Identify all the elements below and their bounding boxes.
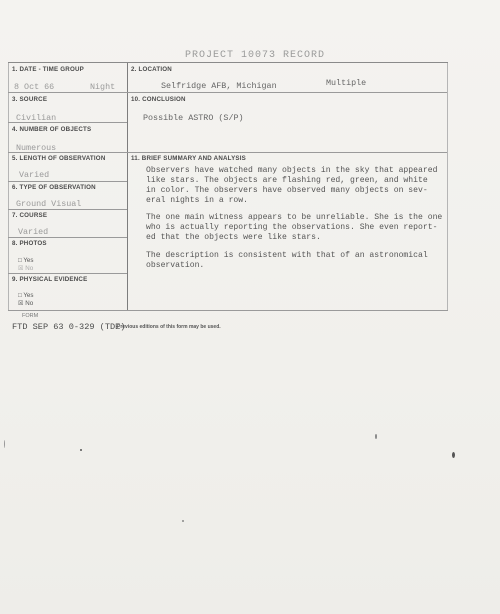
summary-line: The description is consistent with that of an astronomical xyxy=(146,251,428,260)
rule xyxy=(8,310,448,311)
rule xyxy=(8,92,127,93)
scan-speck xyxy=(4,440,5,448)
physical-yes-checkbox: □ Yes xyxy=(18,292,34,299)
summary-line: like stars. The objects are flashing red, green, and white xyxy=(146,176,428,185)
rule xyxy=(8,181,127,182)
scan-speck xyxy=(80,449,82,451)
type-value: Ground Visual xyxy=(16,199,82,209)
type-label: 6. TYPE OF OBSERVATION xyxy=(12,184,96,191)
rule xyxy=(8,273,127,274)
footer-form-code: FTD SEP 63 0-329 (TDE) xyxy=(12,322,126,332)
photos-yes-checkbox: □ Yes xyxy=(18,257,34,264)
footer-form-label: FORM xyxy=(22,313,39,319)
rule xyxy=(127,92,447,93)
course-label: 7. COURSE xyxy=(12,212,48,219)
objects-label: 4. NUMBER OF OBJECTS xyxy=(12,126,92,133)
length-value: Varied xyxy=(19,170,50,180)
summary-line: Observers have watched many objects in the sky that appeared xyxy=(146,166,438,175)
summary-line: ed that the objects were like stars. xyxy=(146,233,321,242)
right-border xyxy=(447,63,448,310)
photos-label: 8. PHOTOS xyxy=(12,240,47,247)
physical-evidence-label: 9. PHYSICAL EVIDENCE xyxy=(12,276,88,283)
objects-value: Numerous xyxy=(16,143,57,153)
date-time-label: 1. DATE - TIME GROUP xyxy=(12,66,84,73)
time-value: Night xyxy=(90,82,116,92)
scan-speck xyxy=(182,520,184,522)
column-divider xyxy=(127,63,128,310)
summary-line: The one main witness appears to be unreliable. She is the one xyxy=(146,213,443,222)
summary-line: in color. The observers have observed many objects on sev- xyxy=(146,186,428,195)
physical-no-checkbox: ☒ No xyxy=(18,300,34,307)
conclusion-label: 10. CONCLUSION xyxy=(131,96,186,103)
date-value: 8 Oct 66 xyxy=(14,82,55,92)
scan-speck xyxy=(452,452,455,458)
form-top-rule xyxy=(8,62,448,63)
location-value: Selfridge AFB, Michigan xyxy=(161,81,277,91)
summary-line: eral nights in a row. xyxy=(146,196,248,205)
conclusion-value: Possible ASTRO (S/P) xyxy=(143,113,244,123)
summary-label: 11. BRIEF SUMMARY AND ANALYSIS xyxy=(131,155,246,162)
source-label: 3. SOURCE xyxy=(12,96,48,103)
location-extra: Multiple xyxy=(326,78,367,88)
source-value: Civilian xyxy=(16,113,57,123)
rule xyxy=(127,152,447,153)
photos-no-checkbox: ☒ No xyxy=(18,265,34,272)
summary-line: who is actually reporting the observations. She even report- xyxy=(146,223,438,232)
form-title: PROJECT 10073 RECORD xyxy=(185,50,326,61)
length-label: 5. LENGTH OF OBSERVATION xyxy=(12,155,106,162)
summary-line: observation. xyxy=(146,261,205,270)
location-label: 2. LOCATION xyxy=(131,66,172,73)
rule xyxy=(8,237,127,238)
scan-speck xyxy=(375,434,377,439)
footer-note: Previous editions of this form may be used. xyxy=(117,324,221,330)
rule xyxy=(8,209,127,210)
course-value: Varied xyxy=(18,227,49,237)
